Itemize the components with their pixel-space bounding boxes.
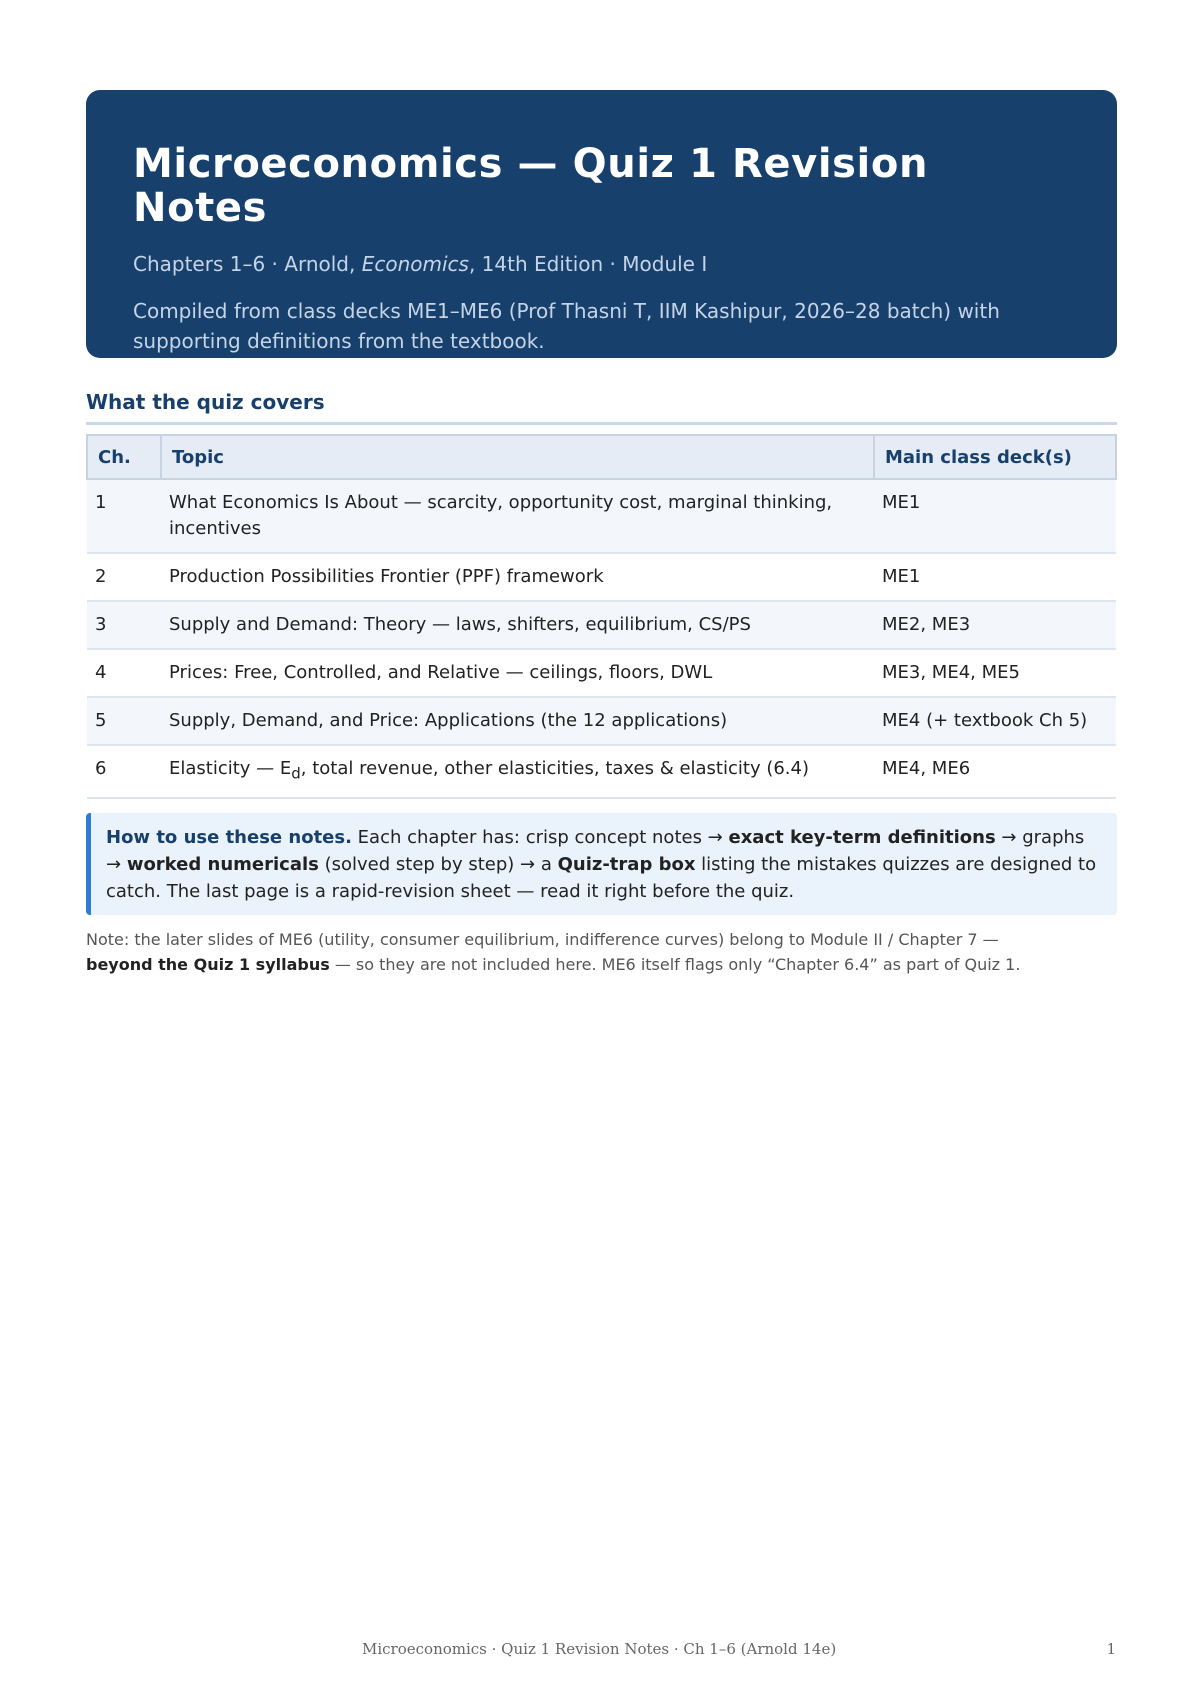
table-row — [87, 479, 1116, 553]
table-row — [87, 745, 1116, 798]
subtitle-book-title: Economics — [361, 252, 469, 276]
document-subtitle — [133, 252, 1070, 276]
compiled-line-2: supporting definitions from the textbook. — [133, 329, 545, 353]
title-banner — [86, 90, 1117, 358]
cell-deck: ME4 (+ textbook Ch 5) — [874, 697, 1116, 745]
document-title: Microeconomics — Quiz 1 Revision Notes — [133, 141, 929, 231]
section-divider — [86, 422, 1117, 425]
subtitle-edition: , 14th Edition · Module I — [468, 252, 708, 276]
coverage-table — [86, 434, 1117, 799]
topic-subscript: d — [291, 764, 301, 783]
callout-lead: How to use these notes. — [106, 827, 352, 848]
cell-chapter: 5 — [87, 697, 161, 745]
note-text: — so they are not included here. ME6 itself flags only “Chapter 6.4” as part of Quiz 1. — [329, 955, 1021, 974]
table-row — [87, 553, 1116, 601]
callout-text: (solved step by step) → a — [318, 854, 558, 875]
syllabus-note — [86, 927, 1117, 977]
column-header-deck: Main class deck(s) — [874, 435, 1116, 479]
note-bold: beyond the Quiz 1 syllabus — [86, 955, 330, 974]
column-header-chapter: Ch. — [87, 435, 161, 479]
cell-topic: What Economics Is About — scarcity, opportunity cost, marginal thinking, incentives — [161, 479, 874, 553]
subtitle-chapters: Chapters 1–6 · Arnold, — [133, 252, 362, 276]
table-row — [87, 601, 1116, 649]
cell-chapter: 2 — [87, 553, 161, 601]
cell-deck: ME4, ME6 — [874, 745, 1116, 798]
cell-deck: ME1 — [874, 479, 1116, 553]
cell-topic: Supply and Demand: Theory — laws, shifters, equilibrium, CS/PS — [161, 601, 874, 649]
callout-bold: worked numericals — [126, 854, 319, 875]
cell-topic: Prices: Free, Controlled, and Relative — ceilings, floors, DWL — [161, 649, 874, 697]
cell-deck: ME1 — [874, 553, 1116, 601]
topic-text-pre: Elasticity — E — [169, 758, 292, 779]
cell-topic: Production Possibilities Frontier (PPF) framework — [161, 553, 874, 601]
section-heading-coverage: What the quiz covers — [86, 390, 325, 414]
cell-deck: ME2, ME3 — [874, 601, 1116, 649]
cell-chapter: 4 — [87, 649, 161, 697]
compiled-line-1: Compiled from class decks ME1–ME6 (Prof Thasni T, IIM Kashipur, 2026–28 batch) with — [133, 299, 1000, 323]
cell-deck: ME3, ME4, ME5 — [874, 649, 1116, 697]
callout-bold: exact key-term definitions — [728, 827, 996, 848]
cell-chapter: 3 — [87, 601, 161, 649]
callout-text: → graphs → — [106, 827, 1085, 875]
cell-chapter: 1 — [87, 479, 161, 553]
cell-topic — [161, 745, 874, 798]
compiled-from-text — [133, 296, 1070, 356]
callout-bold: Quiz-trap box — [557, 854, 696, 875]
table-row — [87, 697, 1116, 745]
table-header-row — [87, 435, 1116, 479]
callout-text: Each chapter has: crisp concept notes → — [351, 827, 729, 848]
note-text: Note: the later slides of ME6 (utility, consumer equilibrium, indifference curves) belong to Module II / Chapter 7 — — [86, 930, 999, 949]
table-row — [87, 649, 1116, 697]
column-header-topic: Topic — [161, 435, 874, 479]
cell-chapter: 6 — [87, 745, 161, 798]
callout-text: listing the mistakes quizzes are designed to catch. The last page is a rapid-revision sheet — read it right before the quiz. — [106, 854, 1097, 902]
how-to-use-callout — [86, 813, 1117, 915]
page-number: 1 — [1106, 1640, 1116, 1658]
topic-text-post: , total revenue, other elasticities, taxes & elasticity (6.4) — [300, 758, 809, 779]
cell-topic: Supply, Demand, and Price: Applications (the 12 applications) — [161, 697, 874, 745]
page-footer: Microeconomics · Quiz 1 Revision Notes · Ch 1–6 (Arnold 14e) — [362, 1640, 837, 1658]
